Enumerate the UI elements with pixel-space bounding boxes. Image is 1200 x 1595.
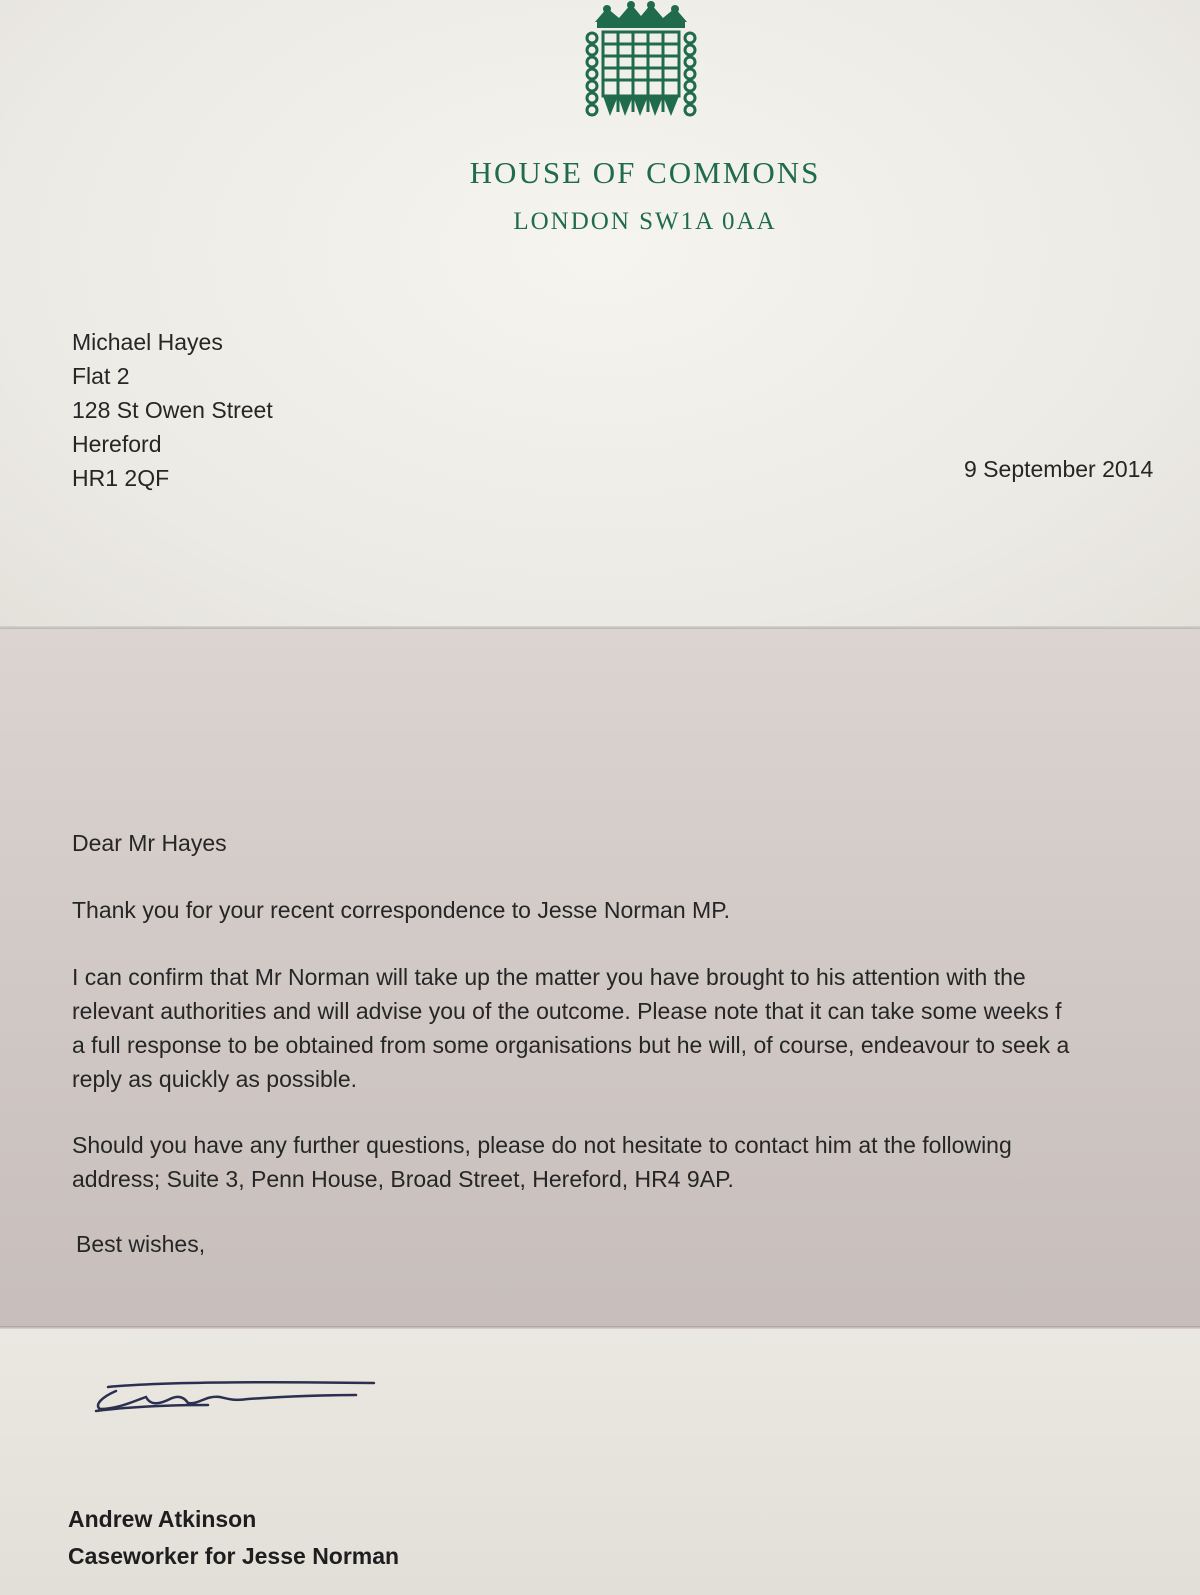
body-line: relevant authorities and will advise you of the outcome. Please note that it can take some weeks f [72,998,1062,1024]
body-paragraph [72,1128,1012,1196]
letterhead-title: HOUSE OF COMMONS [469,155,821,190]
salutation: Dear Mr Hayes [72,830,227,856]
body-line: reply as quickly as possible. [72,1066,358,1092]
body-line: I can confirm that Mr Norman will take up the matter you have brought to his attention with the [72,964,1026,990]
body-paragraph [72,960,1069,1096]
recipient-name: Michael Hayes [72,329,223,355]
body-line: a full response to be obtained from some organisations but he will, of course, endeavour to seek a [72,1032,1070,1058]
signer-role: Caseworker for Jesse Norman [68,1543,400,1569]
recipient-address-line: 128 St Owen Street [72,397,273,423]
signer-name: Andrew Atkinson [68,1506,257,1532]
recipient-postcode: HR1 2QF [72,465,170,491]
body-paragraph [72,893,730,927]
body-line: Thank you for your recent correspondence to Jesse Norman MP. [72,897,730,923]
closing: Best wishes, [76,1231,206,1257]
portcullis-crest-icon [585,0,697,120]
recipient-address-line: Flat 2 [72,363,130,389]
handwritten-signature [88,1375,388,1425]
letterhead-address: LONDON SW1A 0AA [513,208,777,235]
letter-date: 9 September 2014 [964,456,1154,482]
recipient-address-block [72,325,273,495]
paper-fold-line [0,1326,1200,1329]
paper-fold-line [0,626,1200,629]
body-line: Should you have any further questions, please do not hesitate to contact him at the following [72,1132,1012,1158]
body-line: address; Suite 3, Penn House, Broad Street, Hereford, HR4 9AP. [72,1166,734,1192]
recipient-city: Hereford [72,431,162,457]
